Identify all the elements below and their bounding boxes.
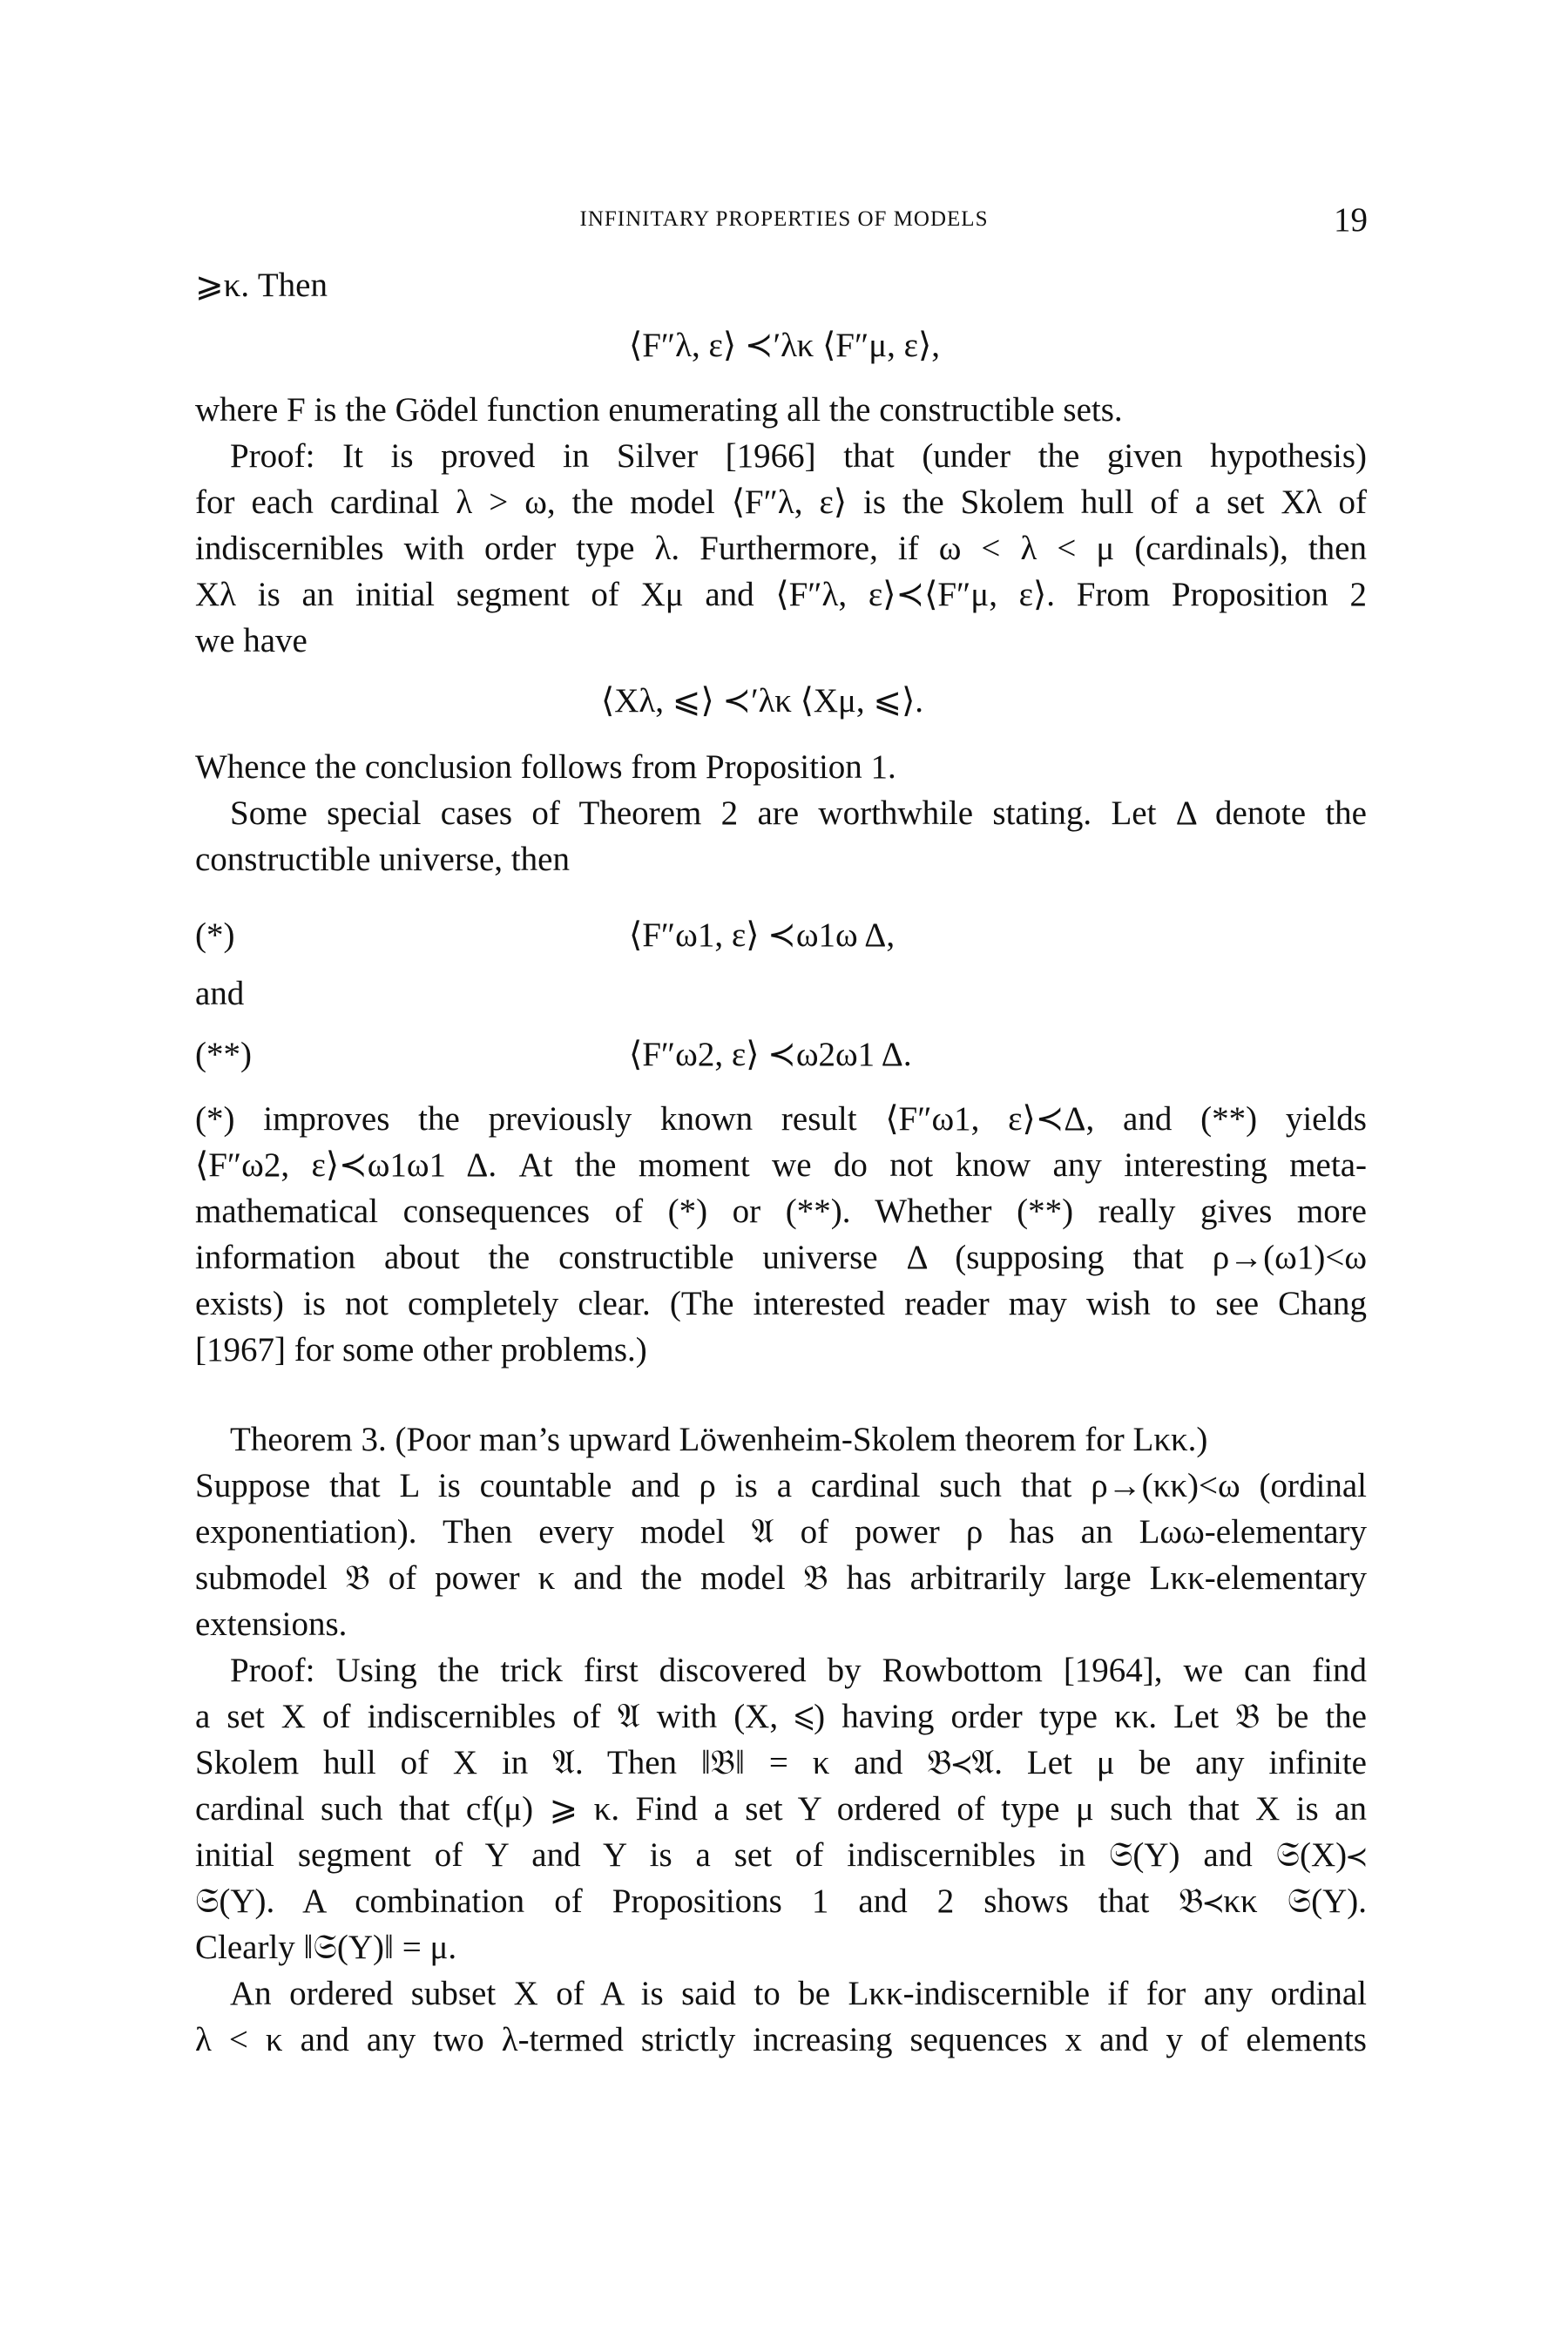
text-line: Whence the conclusion follows from Proposition 1.	[195, 748, 896, 786]
text-line: constructible universe, then	[195, 841, 570, 878]
running-header: INFINITARY PROPERTIES OF MODELS	[579, 207, 989, 231]
display-formula: ⟨F″ω1, ε⟩ ≺ω1ω Δ,	[629, 916, 896, 954]
text-line: Clearly ‖𝔖(Y)‖ = μ.	[195, 1929, 457, 1966]
text-line: exponentiation). Then every model 𝔄 of power ρ has an Lωω-elementary	[195, 1513, 1367, 1551]
text-line: Proof: Using the trick first discovered by Rowbottom [1964], we can find	[230, 1652, 1367, 1689]
text-line: ⟨F″ω2, ε⟩≺ω1ω1 Δ. At the moment we do not know any interesting meta-	[195, 1146, 1367, 1184]
text-line: mathematical consequences of (*) or (**). Whether (**) really gives more	[195, 1193, 1367, 1230]
text-line: Some special cases of Theorem 2 are worthwhile stating. Let Δ denote the	[230, 794, 1367, 832]
text-line: information about the constructible universe Δ (supposing that ρ→(ω1)<ω	[195, 1239, 1367, 1276]
text-line: Proof: It is proved in Silver [1966] that (under the given hypothesis)	[230, 437, 1367, 475]
text-line: initial segment of Y and Y is a set of indiscernibles in 𝔖(Y) and 𝔖(X)≺	[195, 1836, 1367, 1874]
text-line: extensions.	[195, 1605, 348, 1643]
text-line: Xλ is an initial segment of Xμ and ⟨F″λ, ε⟩≺⟨F″μ, ε⟩. From Proposition 2	[195, 576, 1367, 613]
display-formula: ⟨F″ω2, ε⟩ ≺ω2ω1 Δ.	[629, 1036, 912, 1073]
text-line: ⩾κ. Then	[195, 267, 328, 304]
text-line: (*) improves the previously known result ⟨F″ω1, ε⟩≺Δ, and (**) yields	[195, 1100, 1367, 1138]
text-line: exists) is not completely clear. (The interested reader may wish to see Chang	[195, 1285, 1367, 1322]
text-line: submodel 𝔅 of power κ and the model 𝔅 has arbitrarily large Lκκ-elementary	[195, 1559, 1367, 1597]
text-line: where F is the Gödel function enumerating all the constructible sets.	[195, 391, 1123, 429]
page-number: 19	[1334, 201, 1368, 239]
equation-label: (**)	[195, 1036, 252, 1073]
text-line: λ < κ and any two λ-termed strictly increasing sequences x and y of elements	[195, 2021, 1367, 2058]
text-line: Suppose that L is countable and ρ is a cardinal such that ρ→(κκ)<ω (ordinal	[195, 1467, 1367, 1504]
text-line: a set X of indiscernibles of 𝔄 with (X, ⩽) having order type κκ. Let 𝔅 be the	[195, 1698, 1367, 1735]
text-line: Skolem hull of X in 𝔄. Then ‖𝔅‖ = κ and 𝔅≺𝔄. Let μ be any infinite	[195, 1744, 1367, 1781]
equation-label: (*)	[195, 916, 235, 954]
text-line: An ordered subset X of A is said to be Lκκ-indiscernible if for any ordinal	[230, 1975, 1367, 2012]
text-line: and	[195, 975, 245, 1012]
display-formula: ⟨F″λ, ε⟩ ≺′λκ ⟨F″μ, ε⟩,	[629, 327, 940, 364]
text-line: indiscernibles with order type λ. Furthermore, if ω < λ < μ (cardinals), then	[195, 530, 1367, 567]
text-line: 𝔖(Y). A combination of Propositions 1 and 2 shows that 𝔅≺κκ 𝔖(Y).	[195, 1882, 1367, 1920]
text-line: we have	[195, 622, 308, 659]
text-line: cardinal such that cf(μ) ⩾ κ. Find a set Y ordered of type μ such that X is an	[195, 1790, 1367, 1828]
text-line: for each cardinal λ > ω, the model ⟨F″λ, ε⟩ is the Skolem hull of a set Xλ of	[195, 483, 1367, 521]
text-line: [1967] for some other problems.)	[195, 1331, 647, 1369]
display-formula: ⟨Xλ, ⩽⟩ ≺′λκ ⟨Xμ, ⩽⟩.	[601, 682, 924, 720]
theorem-heading: Theorem 3. (Poor man’s upward Löwenheim-Skolem theorem for Lκκ.)	[230, 1421, 1208, 1458]
